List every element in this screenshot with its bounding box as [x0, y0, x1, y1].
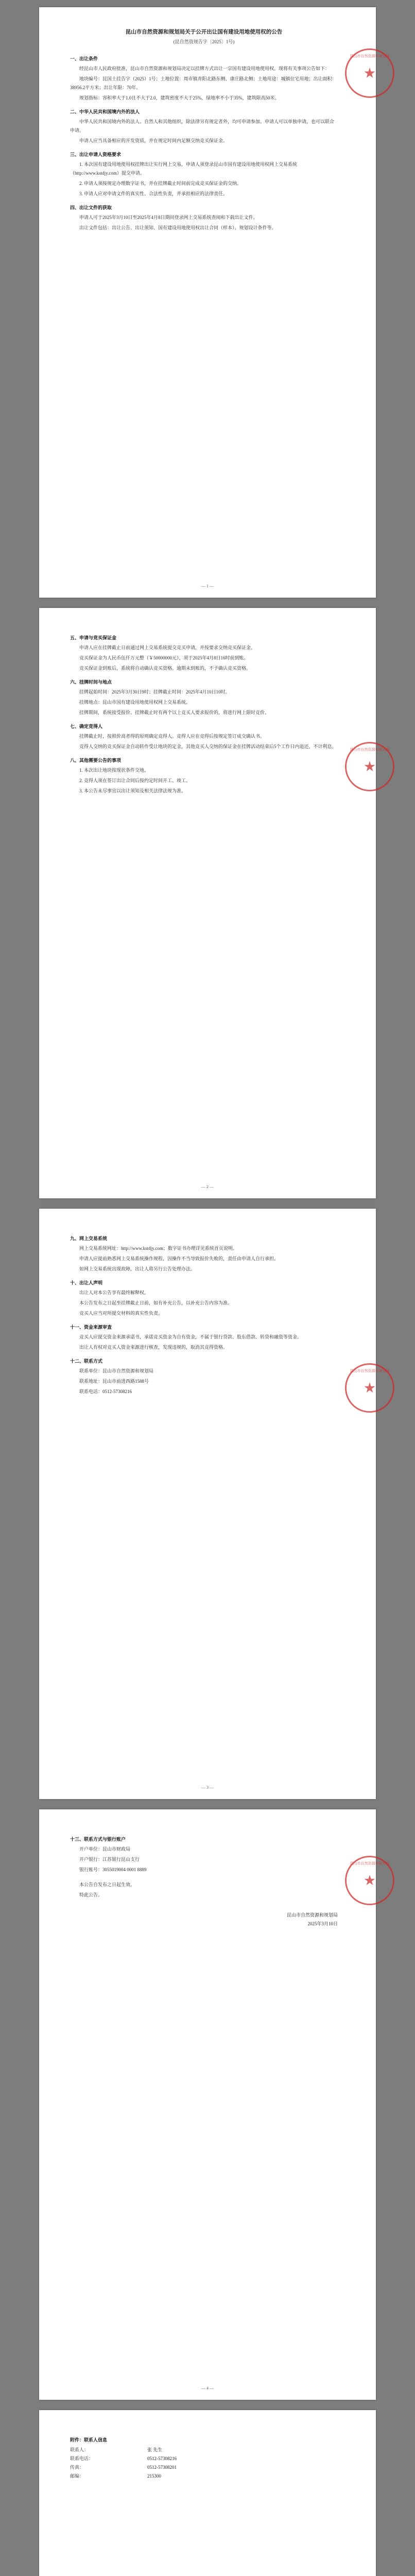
section-heading: 十、出让人声明: [70, 1280, 103, 1285]
official-seal: [345, 48, 394, 98]
page-2-content: [70, 629, 338, 797]
paragraph: 2. 申请人须按规定办理数字证书，并在挂牌截止时间前完成竞买保证金的交纳。: [79, 181, 242, 186]
contact-row: [70, 2446, 338, 2454]
paragraph: 出让文件包括：出让公告、出让须知、国有建设用地使用权出让合同（样本）、规划设计条件等。: [79, 225, 276, 230]
page-4: [39, 1809, 390, 2400]
section-heading: 七、确定竞得人: [70, 724, 103, 729]
sign-date: 2025年3月10日: [307, 1921, 338, 1926]
official-seal: [345, 1363, 394, 1413]
official-seal: [345, 1856, 394, 1905]
seal-text: 昆山市自然资源和规划局: [350, 1861, 390, 1866]
paragraph: 开户单位：昆山市财政局: [79, 1846, 131, 1852]
contact-row: [70, 2454, 338, 2463]
paragraph: 特此公告。: [79, 1892, 103, 1897]
signature-block: [70, 1911, 338, 1928]
paragraph: 申请人应在挂牌截止日前通过网上交易系统提交竞买申请，并按要求交纳竞买保证金。: [79, 645, 256, 650]
contact-key: 联系电话：: [70, 2456, 94, 2461]
paragraph: 2. 竞得人须在签订出让合同后按约定时间开工、竣工。: [79, 778, 191, 783]
section-heading: 九、网上交易系统: [70, 1236, 108, 1241]
paragraph: 竞买保证金为人民币伍仟万元整（￥50000000元），须于2025年4月8日16时前到账。: [79, 655, 249, 660]
contact-value: 张 先生: [147, 2447, 163, 2452]
official-seal: [345, 742, 394, 791]
contact-key: 联系人：: [70, 2447, 89, 2452]
paragraph: 本公告发布之日起至挂牌截止日前，如有补充公告，以补充公告内容为准。: [79, 1300, 233, 1306]
paragraph: 挂牌地点：昆山市国有建设用地使用权网上交易系统。: [79, 700, 191, 705]
document-number: (昆自然资规告字〔2025〕1号): [173, 39, 235, 44]
seal-text: 昆山市自然资源和规划局: [350, 54, 390, 58]
paragraph: 挂牌起始时间：2025年3月30日9时；挂牌截止时间：2025年4月10日10时。: [79, 689, 230, 694]
paragraph: 竞买人应提交资金来源承诺书，承诺竞买资金为自有资金，不属于银行贷款、股东借款、转贷和融资等资金。: [79, 1334, 302, 1340]
section-heading: 十一、资金来源审查: [70, 1325, 112, 1330]
paragraph: 竞得人交纳的竞买保证金自动转作受让地块的定金，其他竞买人交纳的保证金在挂牌活动结束后5个工作日内退还，不计利息。: [79, 744, 337, 749]
page-number: — 3 —: [201, 1785, 214, 1790]
page-2: [39, 608, 390, 1198]
paragraph: 挂牌截止时，按照价高者得的原则确定竞得人。竞得人应在竞得后按规定签订成交确认书。: [79, 734, 265, 739]
seal-text: 昆山市自然资源和规划局: [350, 1369, 390, 1373]
page-number: — 1 —: [201, 584, 214, 588]
paragraph: 开户银行：江苏银行昆山支行: [79, 1857, 140, 1862]
page-number: — 2 —: [201, 1184, 214, 1189]
paragraph: 中华人民共和国境内外的法人、自然人和其他组织，除法律另有规定者外，均可申请参加。申请人可以单独申请，也可以联合申请。: [70, 119, 335, 133]
paragraph: 1. 本次出让地块按现状条件交地。: [79, 768, 149, 773]
paragraph: 申请人应提前熟悉网上交易系统操作规程，因操作不当导致报价失败的，责任由申请人自行承担。: [79, 1256, 279, 1261]
paragraph: 竞买保证金到账后，系统将自动确认竞买资格。逾期未到账的，不予确认竞买资格。: [79, 666, 251, 671]
paragraph: 挂牌期间，系统接受报价。挂牌截止时有两个以上竞买人要求报价的，将进行网上限时竞价。: [79, 710, 270, 715]
contact-row: [70, 2463, 338, 2472]
paragraph: 联系地址：昆山市前进西路1588号: [79, 1379, 149, 1384]
page-4-content: [70, 1830, 338, 1928]
paragraph: 1. 本次国有建设用地使用权挂牌出让实行网上交易，申请人须登录昆山市国有建设用地使用权网上交易系统（http://www.kstdjy.com）提交申请。: [70, 162, 298, 176]
section-heading: 三、出让申请人资格要求: [70, 152, 122, 157]
page-1-content: [70, 28, 338, 234]
contact-value: 0512-57308201: [147, 2465, 177, 2470]
paragraph: 联系单位：昆山市自然资源和规划局: [79, 1368, 154, 1374]
page-5: [39, 2410, 376, 2576]
sign-unit: 昆山市自然资源和规划局: [286, 1912, 338, 1918]
paragraph: 银行账号：3055019004 0001 8889: [79, 1867, 147, 1872]
paragraph: 申请人可于2025年3月10日至2025年4月8日期间登录网上交易系统查阅和下载出让文件。: [79, 215, 258, 220]
section-heading: 一、出让条件: [70, 56, 98, 61]
contact-key: 邮编：: [70, 2473, 84, 2479]
seal-text: 昆山市自然资源和规划局: [350, 748, 390, 752]
paragraph: 3. 本公告未尽事宜以出让须知及相关法律法规为准。: [79, 788, 186, 793]
section-heading: 附件：联系人信息: [70, 2437, 108, 2443]
contact-value: 0512-57308216: [147, 2456, 177, 2461]
paragraph: 如网上交易系统出现故障，出让人将另行公告处理办法。: [79, 1266, 196, 1272]
contact-value: 215300: [147, 2473, 161, 2479]
paragraph: 竞买人应当对所提交材料的真实性负责。: [79, 1311, 163, 1316]
section-heading: 十三、联系方式与银行账户: [70, 1837, 126, 1842]
document-title: 昆山市自然资源和规划局关于公开出让国有建设用地使用权的公告: [125, 29, 283, 35]
paragraph: 规划指标：容积率大于1.0且不大于2.0，建筑密度不大于25%，绿地率不小于35%，建筑限高50米。: [79, 95, 280, 100]
page-3: [39, 1209, 390, 1799]
paragraph: 网上交易系统网址：http://www.kstdjy.com；数字证书办理详见系统首页说明。: [79, 1246, 237, 1251]
paragraph: 地块编号：昆国土挂告字（2025）1号；土地位置：周市镇青阳北路东侧、康庄路北侧；土地用途：城镇住宅用地；出让面积：38956.2平方米；出让年限：70年。: [70, 76, 337, 90]
section-heading: 二、中华人民共和国境内外的法人: [70, 109, 140, 114]
paragraph: 联系电话：0512-57308216: [79, 1389, 132, 1394]
paragraph: 本公告自发布之日起生效。: [79, 1882, 135, 1887]
paragraph: 申请人应当具备相应的开发资质，并在规定时间内足额交纳竞买保证金。: [79, 138, 228, 143]
page-number: — 4 —: [201, 2386, 214, 2391]
section-heading: 八、其他需要公告的事项: [70, 758, 122, 763]
page-1: [39, 7, 390, 598]
contact-row: [70, 2472, 338, 2481]
paragraph: 经昆山市人民政府批准，昆山市自然资源和规划局决定以挂牌方式出让一宗国有建设用地使用权。现将有关事项公告如下：: [79, 66, 330, 71]
section-heading: 四、出让文件的获取: [70, 205, 112, 210]
paragraph: 3. 申请人应对申请文件的真实性、合法性负责，并承担相应的法律责任。: [79, 191, 228, 196]
paragraph: 出让人有权对竞买人资金来源进行核查，发现违规的，取消其竞得资格。: [79, 1345, 228, 1350]
page-3-content: [70, 1229, 338, 1398]
page-5-content: [70, 2431, 338, 2481]
section-heading: 十二、联系方式: [70, 1359, 103, 1364]
paragraph: 出让人对本公告享有最终解释权。: [79, 1290, 149, 1295]
section-heading: 六、挂牌时间与地点: [70, 680, 112, 685]
contact-key: 传真：: [70, 2465, 84, 2470]
section-heading: 五、申请与竞买保证金: [70, 635, 117, 640]
